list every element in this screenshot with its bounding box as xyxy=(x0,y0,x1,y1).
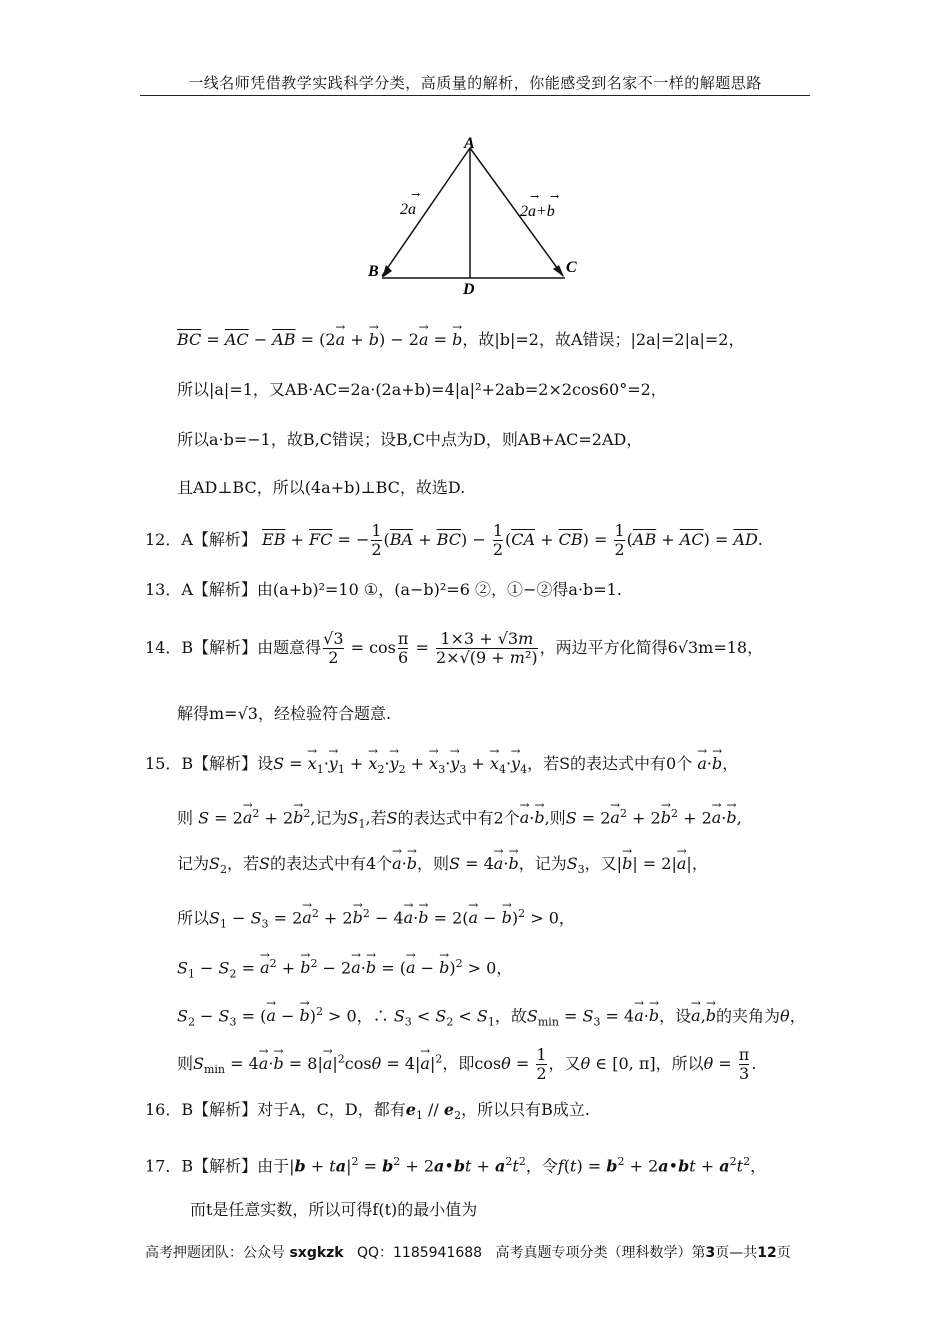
vec-mark-left: → xyxy=(411,188,421,201)
solution-14-line-2: 解得m=√3，经检验符合题意. xyxy=(177,704,392,723)
vec-mark-right-a: → xyxy=(530,190,540,203)
label-d: D xyxy=(463,281,475,294)
triangle-figure xyxy=(360,134,590,294)
label-a: A xyxy=(464,135,475,152)
vec-mark-right-b: → xyxy=(550,190,560,203)
solution-11-intro: 故|b|=2，故A错误；|2a|=2|a|=2， xyxy=(478,330,745,349)
footer-mid: 页—共 xyxy=(715,1245,758,1261)
solution-16-tail: ，所以只有B成立. xyxy=(461,1100,590,1119)
solution-15-line-3: 记为$S_2$，若S的表达式中有4个→ a·→ b，则S = 4→ a·→ b，记为$S_3$，又|→ b| = 2|→ a|， xyxy=(177,852,708,882)
footer-team: 高考押题团队：公众号 xyxy=(145,1245,285,1261)
solution-12: 12．A【解析】 $\overline{EB} + \overline{FC}$ = − $\frac{1}{2}$ $(\overline{BA} + \overline{BC})$ − $\frac{1}{2}$ $(\overline{CA} + \overline{CB})$ = $\frac{1}{2}$ $(\overline{AB} + \overline{AC}) = \overline{AD}$. xyxy=(145,521,763,559)
solution-15-line-5: $S_1 - S_2$ = → $a^2$ + → $b^2 - 2\to a\cdot\to b$ = (→ a − → b)$^2$ > 0， xyxy=(177,952,512,987)
arrowhead-c xyxy=(553,265,564,277)
solution-12-tag: 12．A【解析】 xyxy=(145,530,257,549)
solution-14-tag: 14．B【解析】由题意得 xyxy=(145,638,322,657)
solution-15-line-2: 则 $S = 2\to a^2 + 2\to b^2$,记为$S_1$,若S的表达式中有2个→ a·→ b,则$S = 2\to a^2 + 2\to b^2 + 2\to a\cdot\to b$, xyxy=(177,802,742,837)
solution-16-tag: 16．B【解析】对于A，C，D，都有 xyxy=(145,1100,406,1119)
label-c: C xyxy=(566,259,577,276)
page-footer xyxy=(145,1242,805,1262)
footer-total: 12 xyxy=(757,1245,777,1261)
label-side-left: 2a xyxy=(400,201,416,218)
solution-15-line-6: $S_2 - S_3$ = (→ a − → b)$^2$ > 0，∴ $S_3 < S_2 < S_1$，故$S_{min} = S_3 = 4\to a\cdot\to b$，设→ a,→ b的夹角为θ， xyxy=(177,1000,806,1035)
solution-17-line-2: 而t是任意实数，所以可得f(t)的最小值为 xyxy=(190,1200,478,1219)
header-divider xyxy=(140,95,810,96)
label-b: B xyxy=(368,263,379,280)
footer-account: sxgkzk xyxy=(289,1245,344,1261)
solution-15-line-7: 则$S_{min} = 4\to a\cdot\to b = 8|\to a|^2\cos\theta = 4|\to a|^2$，即cosθ = $\frac{1}{2}$ ，又θ ∈ [0, π]，所以θ = $\frac{\pi}{3}$ . xyxy=(177,1046,756,1083)
segment-ab xyxy=(382,148,470,276)
solution-11-line-4: 且AD⊥BC，所以(4a+b)⊥BC，故选D. xyxy=(177,478,466,497)
solution-11-line-1: $\overline{BC} = \overline{AC} - \overline{AB} = (2\to a$ + → b) − 2→ a = → b，故|b|=2，故A错误；|2a|=2|a|=2， xyxy=(177,328,745,352)
solution-15: 15．B【解析】设S = → $x_1\cdot\to y_1$ + → $x_2\cdot\to y_2$ + → $x_3\cdot\to y_3$ + → $x_4\cdot\to y_4$，若S的表达式中有0个 → a·→ b， xyxy=(145,752,738,782)
footer-book: 高考真题专项分类（理科数学）第 xyxy=(495,1245,706,1261)
page-header: 一线名师凭借教学实践科学分类，高质量的解析，你能感受到名家不一样的解题思路 xyxy=(188,74,762,92)
solution-16: 16．B【解析】对于A，C，D，都有$e_1 // e_2$，所以只有B成立. xyxy=(145,1100,590,1123)
solution-11-line-3: 所以a·b=−1，故B,C错误；设B,C中点为D，则AB+AC=2AD， xyxy=(177,430,643,449)
solution-15-line-4: 所以$S_1 - S_3 = 2\to a^2 + 2\to b^2 - 4\to a\cdot\to b = 2(\to a$ − → b)$^2$ > 0， xyxy=(177,902,575,937)
solution-17-tag: 17．B【解析】由于 xyxy=(145,1156,290,1176)
label-side-right: 2a+b xyxy=(520,203,555,220)
solution-15-tail: ，若S的表达式中有0个 xyxy=(527,754,693,773)
solution-17: 17．B【解析】由于$|b + ta|^2 = b^2$ + 2a•bt + $a^2t^2$，令$f(t) = b^2$ + 2a•bt + $a^2t^2$， xyxy=(145,1155,767,1176)
footer-qq: QQ：1185941688 xyxy=(356,1245,483,1261)
solution-14: 14．B【解析】由题意得 $\frac{√3}{2}$ = cos $\frac{\pi}{6}$ = $\frac{1\times 3 + √3m}{\text{2×√(9 + m²)}}$ ，两边平方化简得6√3m=18， xyxy=(145,629,764,667)
solution-11-line-2: 所以|a|=1，又AB·AC=2a·(2a+b)=4|a|²+2ab=2×2cos60°=2， xyxy=(177,380,667,399)
solution-13: 13．A【解析】由(a+b)²=10 ①，(a−b)²=6 ②，①−②得a·b=1. xyxy=(145,580,622,599)
solution-14-tail: ，两边平方化简得6√3m=18， xyxy=(539,638,764,657)
solution-15-tag: 15．B【解析】设 xyxy=(145,754,274,773)
footer-end: 页 xyxy=(776,1245,791,1261)
arrowhead-b xyxy=(382,265,392,278)
footer-page: 3 xyxy=(705,1245,716,1261)
